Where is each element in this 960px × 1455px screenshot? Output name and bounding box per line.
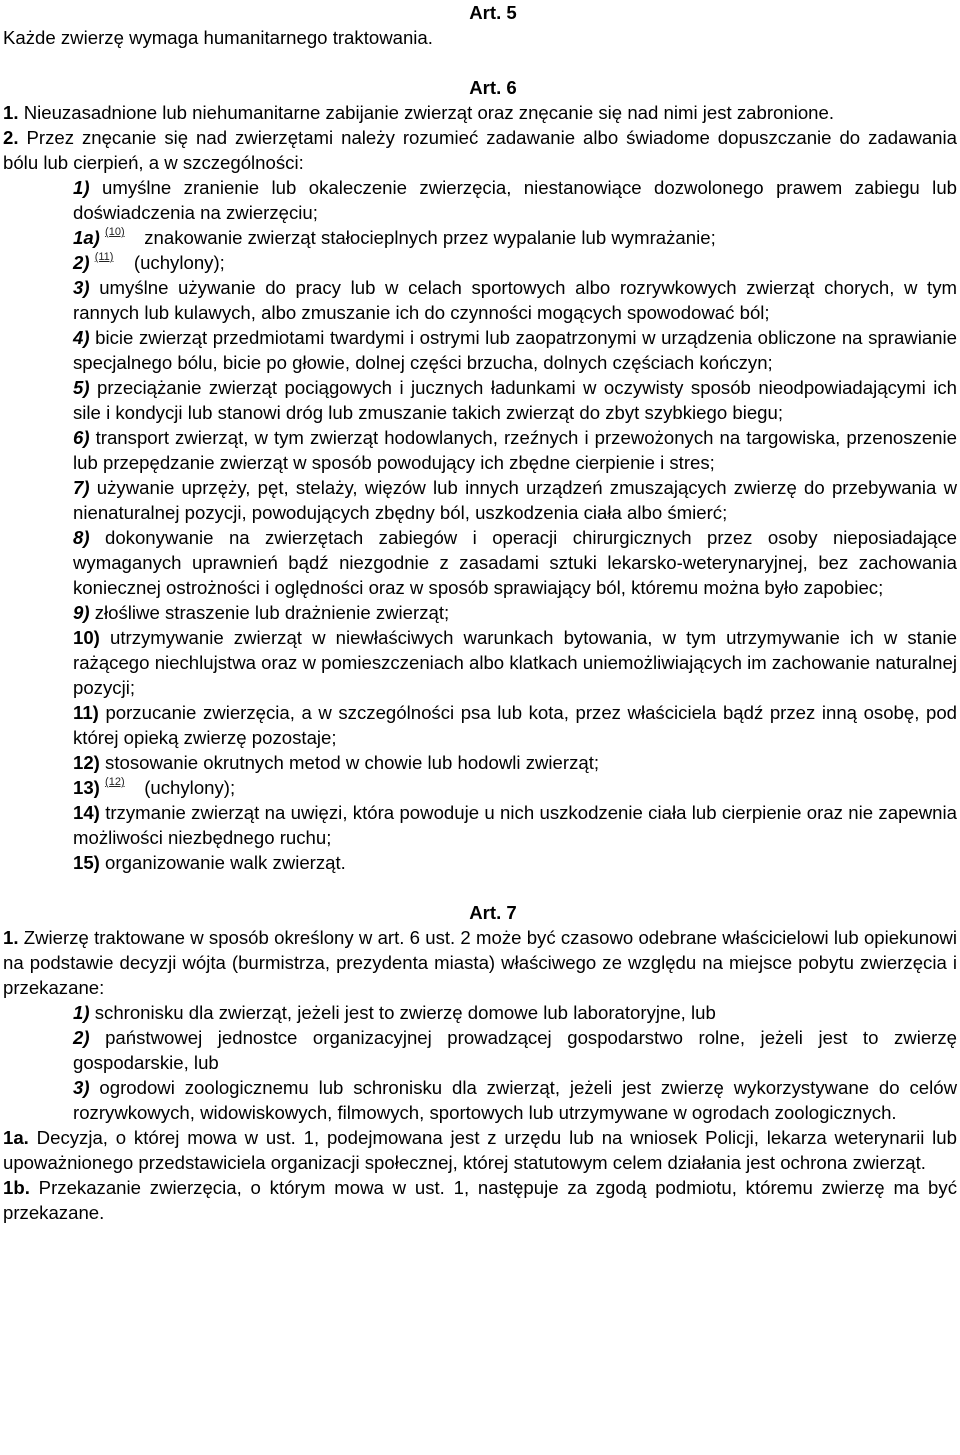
- art5-text: Każde zwierzę wymaga humanitarnego traktowania.: [3, 27, 433, 48]
- item-number: 2): [73, 1027, 90, 1048]
- spacer: [3, 875, 957, 900]
- item-text: ogrodowi zoologicznemu lub schronisku dla zwierząt, jeżeli jest zwierzę wykorzystywane do celów rozrywkowych, widowiskowych, filmowych, sportowych lub utrzymywane w ogrodach zoologicznych.: [73, 1077, 958, 1123]
- item-text: transport zwierząt, w tym zwierząt hodowlanych, rzeźnych i przewożonych na targowiska, przenoszenie lub przepędzanie zwierząt w sposób powodujący ich zbędne cierpienie i stres;: [73, 427, 957, 473]
- list-item: [3, 600, 957, 625]
- item-text: stosowanie okrutnych metod w chowie lub hodowli zwierząt;: [105, 752, 600, 773]
- art6-paragraph-2: [3, 125, 957, 175]
- item-number: 1a): [73, 227, 100, 248]
- paragraph-text: Przekazanie zwierzęcia, o którym mowa w ust. 1, następuje za zgodą podmiotu, któremu zwierzę ma być przekazane.: [3, 1177, 957, 1223]
- paragraph-text: Nieuzasadnione lub niehumanitarne zabijanie zwierząt oraz znęcanie się nad nimi jest zabronione.: [23, 102, 835, 123]
- item-text: trzymanie zwierząt na uwięzi, która powoduje u nich uszkodzenie ciała lub cierpienie oraz nie zapewnia możliwości niezbędnego ruchu;: [73, 802, 957, 848]
- item-number: 3): [73, 1077, 90, 1098]
- item-text: umyślne zranienie lub okaleczenie zwierzęcia, niestanowiące dozwolonego prawem zabiegu lub doświadczenia na zwierzęciu;: [73, 177, 958, 223]
- spacer: [3, 50, 957, 75]
- art6-heading: Art. 6: [469, 77, 517, 98]
- item-text: używanie uprzęży, pęt, stelaży, więzów lub innych urządzeń zmuszających zwierzę do przebywania w nienaturalnej pozycji, powodujących zbędny ból, uszkodzenia ciała albo śmierć;: [73, 477, 958, 523]
- item-text: organizowanie walk zwierząt.: [105, 852, 346, 873]
- item-text: państwowej jednostce organizacyjnej prowadzącej gospodarstwo rolne, jeżeli jest to zwierzę gospodarskie, lub: [73, 1027, 957, 1073]
- list-item: [3, 325, 957, 375]
- list-item: [3, 275, 957, 325]
- list-item: [3, 375, 957, 425]
- list-item: [3, 225, 957, 250]
- list-item: [3, 625, 957, 700]
- art7-paragraph-1: [3, 925, 957, 1000]
- paragraph-number: 2.: [3, 127, 19, 148]
- list-item: [3, 800, 957, 850]
- art5-heading: Art. 5: [469, 2, 517, 23]
- item-number: 11): [73, 702, 99, 723]
- item-text: znakowanie zwierząt stałocieplnych przez wypalanie lub wymrażanie;: [144, 227, 716, 248]
- item-text: umyślne używanie do pracy lub w celach sportowych albo rozrywkowych zwierząt chorych, w tym rannych lub kulawych, albo zmuszanie ich do czynności mogących spowodować ból;: [73, 277, 957, 323]
- item-number: 4): [73, 327, 90, 348]
- footnote-reference[interactable]: (12): [105, 776, 125, 788]
- item-text: dokonywanie na zwierzętach zabiegów i operacji chirurgicznych przez osoby nieposiadające wymaganych uprawnień bądź niezgodnie z zasadami sztuki lekarsko-weterynaryjnej, bez zachowania koniecznej ostrożności i oględności oraz w sposób sprawiający ból, któremu można było zapobiec;: [73, 527, 957, 598]
- paragraph-text: Decyzja, o której mowa w ust. 1, podejmowana jest z urzędu lub na wniosek Policji, lekarza weterynarii lub upoważnionego przedstawiciela organizacji społecznej, której statutowym celem działania jest ochrona zwierząt.: [3, 1127, 957, 1173]
- item-text: porzucanie zwierzęcia, a w szczególności psa lub kota, przez właściciela bądź przez inną osobę, pod której opieką zwierzę pozostaje;: [73, 702, 957, 748]
- paragraph-number: 1.: [3, 102, 19, 123]
- item-number: 9): [73, 602, 90, 623]
- item-number: 10): [73, 627, 100, 648]
- list-item: [3, 700, 957, 750]
- list-item: [3, 250, 957, 275]
- item-number: 15): [73, 852, 100, 873]
- item-text: utrzymywanie zwierząt w niewłaściwych warunkach bytowania, w tym utrzymywanie ich w stanie rażącego niechlujstwa oraz w pomieszczeniach albo klatkach uniemożliwiających im zachowanie naturalnej pozycji;: [73, 627, 957, 698]
- art6-list: [3, 175, 957, 875]
- item-number: 1): [73, 1002, 90, 1023]
- item-text: bicie zwierząt przedmiotami twardymi i ostrymi lub zaopatrzonymi w urządzenia obliczone na sprawianie specjalnego bólu, bicie po głowie, dolnej części brzucha, dolnych częściach kończyn;: [73, 327, 957, 373]
- paragraph-number: 1.: [3, 927, 19, 948]
- list-item: [3, 1075, 957, 1125]
- item-number: 7): [73, 477, 90, 498]
- item-number: 3): [73, 277, 90, 298]
- item-number: 12): [73, 752, 100, 773]
- art6-paragraph-1: [3, 100, 957, 125]
- item-text: przeciążanie zwierząt pociągowych i jucznych ładunkami w oczywisty sposób nieodpowiadającymi ich sile i kondycji lub stanowi dróg lub zmuszanie takich zwierząt do zbyt szybkiego biegu;: [73, 377, 958, 423]
- list-item: [3, 425, 957, 475]
- list-item: [3, 850, 957, 875]
- item-number: 14): [73, 802, 100, 823]
- paragraph-text: Zwierzę traktowane w sposób określony w art. 6 ust. 2 może być czasowo odebrane właścicielowi lub opiekunowi na podstawie decyzji wójta (burmistrza, prezydenta miasta) właściwego ze względu na miejsce pobytu zwierzęcia i przekazane:: [3, 927, 957, 998]
- art7-paragraph-1a: [3, 1125, 957, 1175]
- item-number: 1): [73, 177, 90, 198]
- art7-heading: Art. 7: [469, 902, 517, 923]
- footnote-reference[interactable]: (10): [105, 226, 125, 238]
- item-text: złośliwe straszenie lub drażnienie zwierząt;: [94, 602, 450, 623]
- paragraph-number: 1a.: [3, 1127, 29, 1148]
- item-number: 6): [73, 427, 90, 448]
- list-item: [3, 1025, 957, 1075]
- paragraph-number: 1b.: [3, 1177, 30, 1198]
- item-text: schronisku dla zwierząt, jeżeli jest to zwierzę domowe lub laboratoryjne, lub: [94, 1002, 716, 1023]
- art7-list: [3, 1000, 957, 1125]
- list-item: [3, 750, 957, 775]
- footnote-reference[interactable]: (11): [94, 251, 114, 263]
- list-item: [3, 525, 957, 600]
- list-item: [3, 1000, 957, 1025]
- list-item: [3, 775, 957, 800]
- item-text: (uchylony);: [133, 252, 225, 273]
- item-number: 5): [73, 377, 90, 398]
- paragraph-text: Przez znęcanie się nad zwierzętami należy rozumieć zadawanie albo świadome dopuszczanie do zadawania bólu lub cierpień, a w szczególności:: [3, 127, 957, 173]
- item-number: 8): [73, 527, 90, 548]
- list-item: [3, 475, 957, 525]
- item-number: 13): [73, 777, 100, 798]
- item-text: (uchylony);: [144, 777, 236, 798]
- art7-paragraph-1b: [3, 1175, 957, 1225]
- item-number: 2): [73, 252, 90, 273]
- list-item: [3, 175, 957, 225]
